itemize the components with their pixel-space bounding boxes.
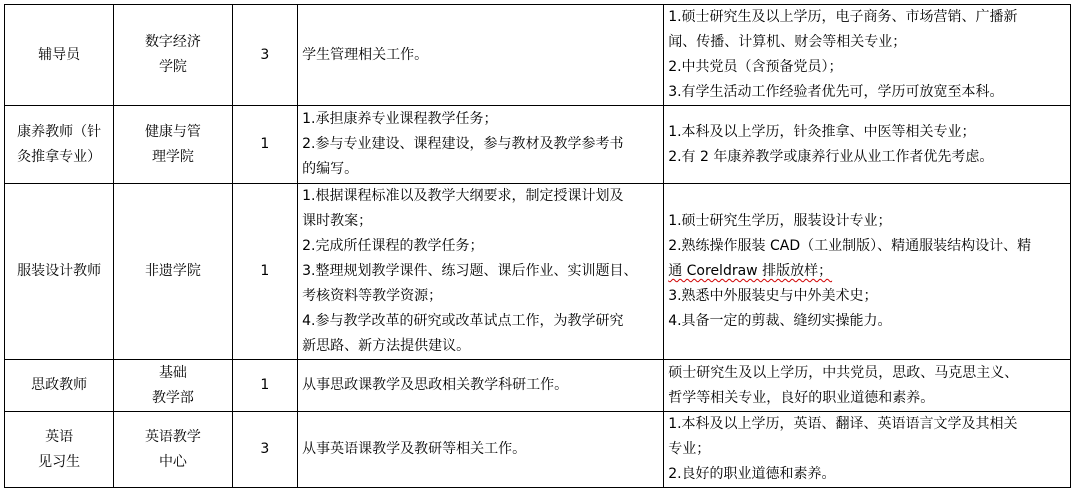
duty-line: 2.参与专业建设、课程建设，参与教材及教学参考书	[302, 136, 624, 152]
count-text: 3	[260, 46, 270, 63]
count-text: 1	[260, 136, 270, 152]
requirements-cell	[664, 412, 1071, 488]
duty-line: 2.完成所任课程的教学任务；	[302, 238, 484, 254]
department-text: 非遗学院	[144, 263, 201, 279]
table-row	[5, 412, 1071, 488]
requirement-line: 2.中共党员（含预备党员）；	[668, 59, 843, 75]
duty-line: 1.承担康养专业课程教学任务；	[302, 111, 498, 127]
requirement-line: 专业；	[668, 441, 711, 457]
position-text: 服装设计教师	[17, 263, 102, 279]
count-text: 1	[260, 377, 270, 393]
requirement-line: 硕士研究生及以上学历，中共党员，思政、马克思主义、	[668, 364, 1019, 381]
department-text: 理学院	[151, 148, 194, 165]
requirement-line: 闻、传播、计算机、财会等相关专业；	[668, 34, 907, 50]
position-text: 英语	[45, 428, 74, 445]
department-text: 教学部	[151, 389, 194, 406]
table-row	[5, 184, 1071, 360]
duty-line: 4.参与教学改革的研究或改革试点工作，为教学研究	[302, 313, 624, 329]
requirement-line: 1.本科及以上学历，针灸推拿、中医等相关专业；	[668, 123, 976, 140]
duty-line: 考核资料等教学资源；	[302, 288, 443, 304]
duty-line: 3.整理规划教学课件、练习题、课后作业、实训题目、	[302, 263, 638, 279]
duties-cell	[298, 360, 664, 412]
position-text: 见习生	[38, 453, 81, 470]
department-text: 中心	[158, 453, 187, 470]
department-text: 数字经济	[144, 34, 201, 50]
position-cell	[5, 412, 114, 488]
requirement-line: 1.本科及以上学历，英语、翻译、英语语言文学及其相关	[668, 416, 1018, 432]
requirements-cell	[664, 360, 1071, 412]
department-cell	[114, 5, 232, 106]
requirement-line: 3.有学生活动工作经验者优先可，学历可放宽至本科。	[668, 84, 1004, 100]
department-cell	[114, 106, 232, 184]
requirement-line: 3.熟悉中外服装史与中外美术史；	[668, 288, 878, 304]
department-cell	[114, 360, 232, 412]
recruitment-table	[4, 4, 1071, 488]
requirement-line: 2.熟练操作服装 CAD（工业制版）、精通服装结构设计、精	[668, 238, 1032, 254]
requirements-cell	[664, 5, 1071, 106]
duties-cell	[298, 412, 664, 488]
department-text: 英语教学	[144, 428, 201, 445]
requirement-line-spellcheck: 通 Coreldraw 排版放样；	[668, 263, 833, 279]
position-cell	[5, 5, 114, 106]
duty-line: 的编写。	[302, 161, 359, 177]
duties-cell	[298, 184, 664, 360]
department-cell	[114, 184, 232, 360]
position-cell	[5, 106, 114, 184]
count-cell	[232, 106, 298, 184]
duty-line: 从事思政课教学及思政相关教学科研工作。	[302, 377, 569, 393]
position-text: 康养教师（针	[17, 123, 102, 140]
department-text: 学院	[158, 59, 187, 75]
duty-line: 1.根据课程标准以及教学大纲要求，制定授课计划及	[302, 188, 624, 204]
table-row	[5, 360, 1071, 412]
duty-line: 新思路、新方法提供建议。	[302, 338, 471, 354]
requirement-line: 1.硕士研究生及以上学历，电子商务、市场营销、广播新	[668, 9, 1018, 25]
department-text: 健康与管	[144, 123, 201, 140]
count-cell	[232, 412, 298, 488]
table-row	[5, 5, 1071, 106]
duty-line: 学生管理相关工作。	[302, 46, 429, 63]
requirements-cell	[664, 184, 1071, 360]
requirement-line: 2.良好的职业道德和素养。	[668, 466, 836, 482]
duty-line: 从事英语课教学及教研等相关工作。	[302, 441, 527, 457]
requirement-line: 哲学等相关专业，良好的职业道德和素养。	[668, 389, 935, 406]
position-cell	[5, 184, 114, 360]
position-cell	[5, 360, 114, 412]
position-text: 辅导员	[38, 46, 81, 63]
position-text: 灸推拿专业）	[17, 148, 102, 165]
requirement-line: 1.硕士研究生学历，服装设计专业；	[668, 213, 892, 229]
duties-cell	[298, 106, 664, 184]
count-text: 3	[260, 441, 270, 457]
count-text: 1	[260, 263, 270, 279]
duty-line: 课时教案；	[302, 213, 373, 229]
requirements-cell	[664, 106, 1071, 184]
count-cell	[232, 184, 298, 360]
duties-cell	[298, 5, 664, 106]
department-cell	[114, 412, 232, 488]
table-row	[5, 106, 1071, 184]
department-text: 基础	[158, 364, 187, 381]
requirement-line: 4.具备一定的剪裁、缝纫实操能力。	[668, 313, 892, 329]
position-text: 思政教师	[31, 377, 88, 393]
count-cell	[232, 360, 298, 412]
count-cell	[232, 5, 298, 106]
requirement-line: 2.有 2 年康养教学或康养行业从业工作者优先考虑。	[668, 148, 994, 165]
